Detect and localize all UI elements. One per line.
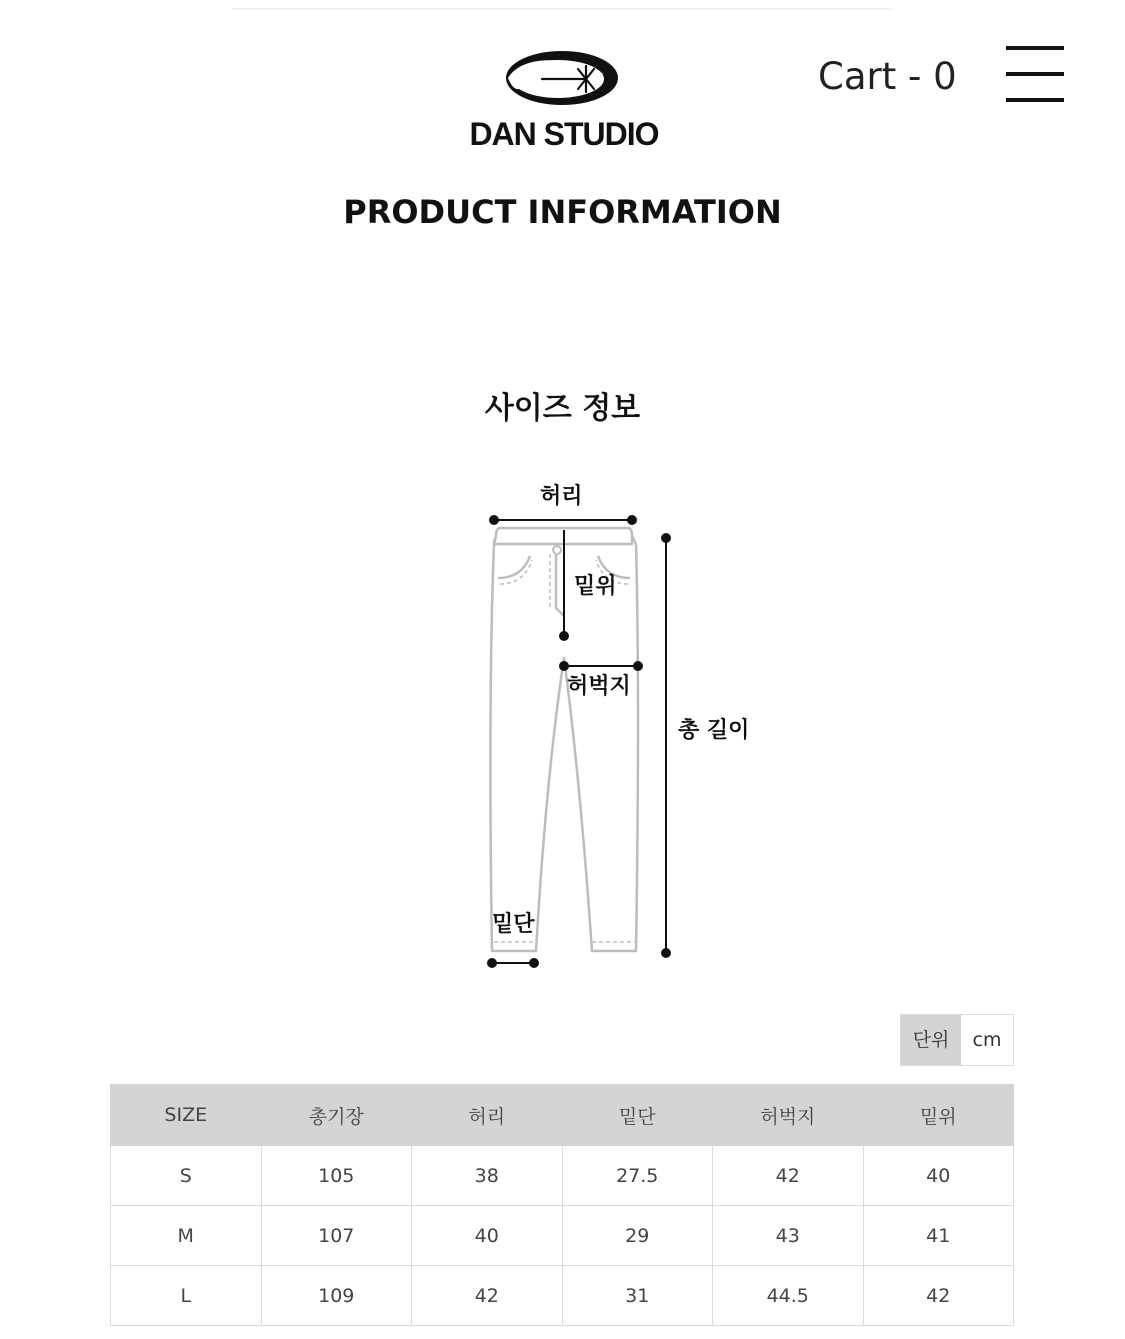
label-thigh: 허벅지 xyxy=(567,674,631,699)
header-total-length: 총기장 xyxy=(261,1085,412,1146)
table-header-row xyxy=(111,1085,1014,1146)
cell-size: L xyxy=(111,1266,262,1326)
label-waist: 허리 xyxy=(540,484,583,509)
label-total-length: 총 길이 xyxy=(678,718,750,743)
label-rise: 밑위 xyxy=(574,574,617,599)
header-rise: 밑위 xyxy=(863,1085,1014,1146)
unit-indicator xyxy=(900,1014,1014,1066)
cell-waist: 40 xyxy=(412,1206,563,1266)
cell-waist: 42 xyxy=(412,1266,563,1326)
logo-eye-icon xyxy=(504,48,620,108)
cell-total-length: 109 xyxy=(261,1266,412,1326)
top-divider xyxy=(232,8,892,10)
size-table xyxy=(110,1084,1014,1326)
header-hem: 밑단 xyxy=(562,1085,713,1146)
unit-value: cm xyxy=(972,1029,1002,1051)
cell-rise: 40 xyxy=(863,1146,1014,1206)
cell-size: M xyxy=(111,1206,262,1266)
brand-name: DAN STUDIO xyxy=(469,116,659,152)
cell-rise: 41 xyxy=(863,1206,1014,1266)
size-info-title: 사이즈 정보 xyxy=(484,391,641,426)
unit-label: 단위 xyxy=(901,1015,961,1065)
cart-link[interactable]: Cart - 0 xyxy=(818,55,957,98)
cell-hem: 31 xyxy=(562,1266,713,1326)
header-size: SIZE xyxy=(111,1085,262,1146)
hamburger-menu-icon[interactable] xyxy=(1006,46,1066,106)
table-row xyxy=(111,1266,1014,1326)
header-thigh: 허벅지 xyxy=(713,1085,864,1146)
cell-thigh: 43 xyxy=(713,1206,864,1266)
cell-thigh: 42 xyxy=(713,1146,864,1206)
cell-size: S xyxy=(111,1146,262,1206)
cell-total-length: 105 xyxy=(261,1146,412,1206)
header-waist: 허리 xyxy=(412,1085,563,1146)
cell-waist: 38 xyxy=(412,1146,563,1206)
table-row xyxy=(111,1146,1014,1206)
cell-rise: 42 xyxy=(863,1266,1014,1326)
brand-logo[interactable] xyxy=(446,46,682,154)
table-row xyxy=(111,1206,1014,1266)
cell-thigh: 44.5 xyxy=(713,1266,864,1326)
cell-hem: 27.5 xyxy=(562,1146,713,1206)
cell-total-length: 107 xyxy=(261,1206,412,1266)
pants-size-diagram xyxy=(470,478,770,978)
cell-hem: 29 xyxy=(562,1206,713,1266)
label-hem: 밑단 xyxy=(492,912,535,937)
page-title: PRODUCT INFORMATION xyxy=(343,193,782,231)
